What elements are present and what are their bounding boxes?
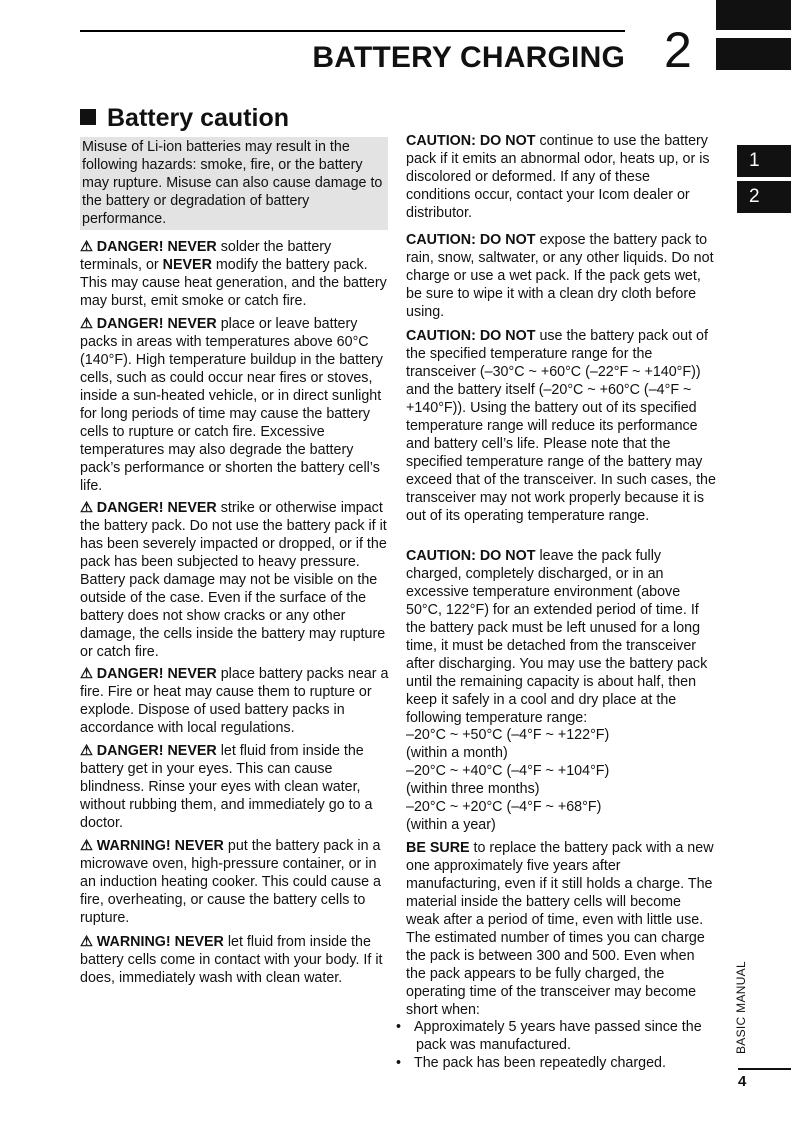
- temp-range-list: [406, 726, 718, 834]
- item-text: place battery packs near a fire. Fire or heat may cause them to rupture or explode. Dispose of used battery packs in accordance with local regulations.: [80, 666, 389, 736]
- bullet-dot-icon: •: [396, 1055, 402, 1071]
- item-text: use the battery pack out of the specified temperature range for the transceiver (–30°C ~ +60°C (–22°F ~ +140°F)) and the battery itself (–20°C ~ +60°C (–4°F ~ +140°F)). Using the battery out of its specified temperature range will reduce its performance and battery cell’s life. Please note that the specified temperature range of the battery may exceed that of the transceiver. In such cases, the transceiver may not work properly because it is out of its operating temperature range.: [406, 328, 716, 524]
- footer-rule: [738, 1068, 791, 1070]
- warning-label: ⚠ DANGER! NEVER: [80, 239, 217, 255]
- header-rule: [80, 30, 625, 32]
- bullet-text: The pack has been repeatedly charged.: [414, 1055, 666, 1071]
- temp-period: (within a month): [406, 745, 508, 761]
- temp-period: (within a year): [406, 817, 496, 833]
- item-text: let fluid from inside the battery cells come in contact with your body. If it does, immediately wash with clean water.: [80, 934, 383, 986]
- chapter-tab-2[interactable]: 2: [737, 181, 791, 213]
- section-title: [80, 102, 289, 134]
- temp-range: –20°C ~ +20°C (–4°F ~ +68°F): [406, 799, 602, 815]
- item-text: modify the battery pack. This may cause heat generation, and the battery may burst, emit smoke or catch fire.: [80, 257, 387, 309]
- item-text: to replace the battery pack with a new one approximately five years after manufacturing, even if it still holds a charge. The material inside the battery cells will become weak after a period of time, even with little use. The estimated number of times you can charge the pack is between 300 and 500. Even when the pack appears to be fully charged, the operating time of the transceiver may become short when:: [406, 840, 714, 1018]
- never-label: NEVER: [162, 257, 212, 273]
- left-item-5: [80, 742, 392, 832]
- warning-label: ⚠ DANGER! NEVER: [80, 500, 217, 516]
- left-item-3: [80, 499, 392, 661]
- left-item-1: [80, 238, 392, 310]
- warning-label: ⚠ DANGER! NEVER: [80, 666, 217, 682]
- temp-range: –20°C ~ +40°C (–4°F ~ +104°F): [406, 763, 610, 779]
- item-text: solder the battery terminals, or: [80, 239, 332, 273]
- bullet-item-1: [396, 1018, 716, 1054]
- item-text: place or leave battery packs in areas with temperatures above 60°C (140°F). High temperature buildup in the battery cells, such as could occur near fires or stoves, inside a sun-heated vehicle, or in direct sunlight for long periods of time may cause the battery cells to rupture or catch fire. Excessive temperatures may also degrade the battery pack’s performance or shorten the battery cell’s life.: [80, 316, 383, 494]
- corner-block-top: [716, 0, 791, 30]
- item-text: leave the pack fully charged, completely discharged, or in an excessive temperature environment (above 50°C, 122°F) for an extended period of time. If the battery pack must be left unused for a long time, it must be detached from the transceiver after discharging. You may use the battery pack until the remaining capacity is about half, then keep it safely in a cool and dry place at the following temperature range:: [406, 548, 708, 726]
- caution-label: CAUTION: DO NOT: [406, 133, 536, 149]
- be-sure-label: BE SURE: [406, 840, 470, 856]
- right-item-3: [406, 327, 718, 525]
- bullet-item-2: [396, 1054, 716, 1072]
- square-bullet-icon: [80, 109, 96, 125]
- left-item-2: [80, 315, 392, 495]
- section-title-text: Battery caution: [107, 104, 289, 132]
- caution-label: CAUTION: DO NOT: [406, 548, 536, 564]
- caution-label: CAUTION: DO NOT: [406, 232, 536, 248]
- temp-period: (within three months): [406, 781, 540, 797]
- item-text: let fluid from inside the battery get in your eyes. This can cause blindness. Rinse your eyes with clean water, without rubbing them, and immediately go to a doctor.: [80, 743, 373, 831]
- warning-label: ⚠ WARNING! NEVER: [80, 838, 224, 854]
- right-item-1: [406, 132, 718, 222]
- item-text: strike or otherwise impact the battery pack. Do not use the battery pack if it has been severely impacted or dropped, or if the pack has been subjected to heavy pressure. Battery pack damage may not be visible on the outside of the case. Even if the surface of the battery does not show cracks or any other damage, the cells inside the battery may rupture or catch fire.: [80, 500, 387, 660]
- right-item-4: [406, 547, 718, 727]
- bullet-text: Approximately 5 years have passed since the pack was manufactured.: [414, 1019, 702, 1053]
- replace-paragraph: [406, 839, 718, 1019]
- item-text: put the battery pack in a microwave oven, high-pressure container, or in an induction heating cooker. This could cause a fire, overheating, or cause the battery cells to rupture.: [80, 838, 381, 926]
- item-text: expose the battery pack to rain, snow, saltwater, or any other liquids. Do not charge or use a wet pack. If the pack gets wet, be sure to wipe it with a clean dry cloth before using.: [406, 232, 714, 320]
- intro-text: Misuse of Li-ion batteries may result in the following hazards: smoke, fire, or the battery may rupture. Misuse can also cause damage to the battery or degradation of battery performance.: [82, 139, 383, 227]
- corner-block-bottom: [716, 38, 791, 70]
- bullet-dot-icon: •: [396, 1019, 402, 1035]
- chapter-tab-1[interactable]: 1: [737, 145, 791, 177]
- item-text: continue to use the battery pack if it emits an abnormal odor, heats up, or is discolored or deformed. If any of these conditions occur, contact your Icom dealer or distributor.: [406, 133, 710, 221]
- left-item-6: [80, 837, 392, 927]
- chapter-title: BATTERY CHARGING: [312, 41, 625, 74]
- chapter-number: 2: [664, 22, 692, 78]
- warning-label: ⚠ DANGER! NEVER: [80, 316, 217, 332]
- page-number: 4: [738, 1073, 747, 1090]
- right-item-2: [406, 231, 718, 321]
- warning-label: ⚠ DANGER! NEVER: [80, 743, 217, 759]
- left-item-4: [80, 665, 392, 737]
- temp-range: –20°C ~ +50°C (–4°F ~ +122°F): [406, 727, 610, 743]
- left-item-7: [80, 933, 392, 987]
- caution-label: CAUTION: DO NOT: [406, 328, 536, 344]
- manual-label: BASIC MANUAL: [734, 961, 748, 1054]
- warning-label: ⚠ WARNING! NEVER: [80, 934, 224, 950]
